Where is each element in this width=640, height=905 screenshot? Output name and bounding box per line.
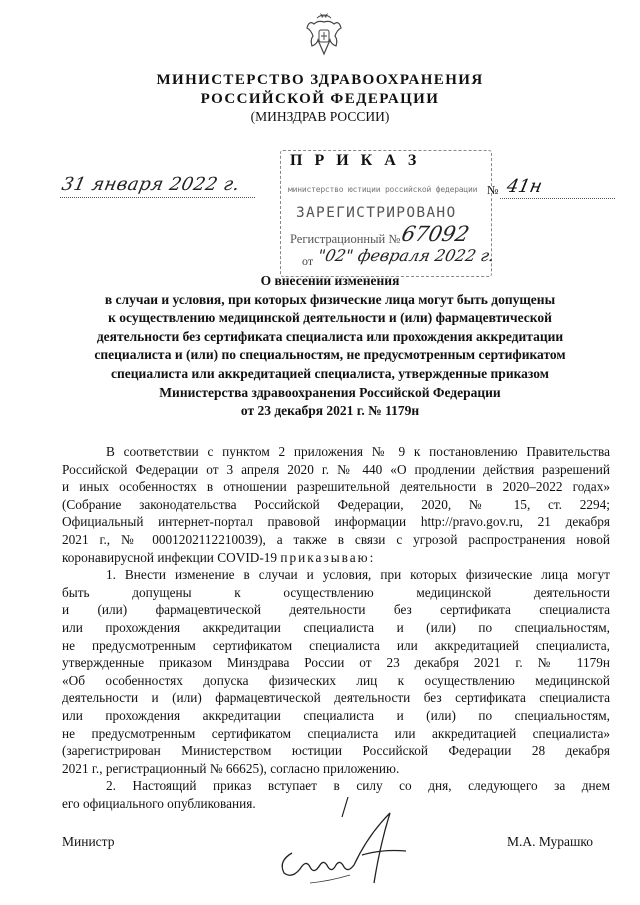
body-line: 2021 г., № 0001202112210039), а также в связи с угрозой распространения новой (62, 531, 610, 547)
stamp-date-handwritten: "02" февраля 2022 г. (315, 246, 497, 265)
ministry-name-line1: МИНИСТЕРСТВО ЗДРАВООХРАНЕНИЯ (156, 72, 484, 88)
ministry-name-line2: РОССИЙСКОЙ ФЕДЕРАЦИИ (200, 91, 440, 107)
heading-line: в случаи и условия, при которых физические лица могут быть допущены (104, 291, 556, 307)
body-line: утвержденные приказом Минздрава России от 23 декабря 2021 г. № 1179н (62, 655, 610, 671)
order-number-handwritten: 41н (504, 176, 544, 197)
order-body (62, 443, 610, 812)
body-line: Официальный интернет-портал правовой информации http://pravo.gov.ru, 21 декабря (62, 514, 610, 530)
coat-of-arms-emblem (305, 10, 343, 60)
body-line: его официального опубликования. (62, 795, 256, 811)
order-word: приказываю: (280, 549, 376, 565)
order-heading (40, 272, 620, 421)
body-line: (Собрание законодательства Российской Федерации, 2020, № 15, ст. 2294; (62, 496, 610, 512)
body-line: (зарегистрирован Министерством юстиции Российской Федерации 28 декабря (62, 743, 610, 759)
body-line: быть допущены к осуществлению медицинской деятельности (62, 584, 610, 600)
handwritten-signature (270, 795, 430, 885)
stamp-registration-label: Регистрационный № (290, 232, 401, 246)
body-line: не предусмотренным сертификатом специалиста или аккредитацией специалиста» (62, 725, 610, 741)
body-line: и иных особенностях в отношении разрешительной деятельности в 2020–2022 годах» (62, 479, 610, 495)
body-line: и (или) фармацевтической деятельности без сертификата специалиста (62, 602, 610, 618)
body-line-text: коронавирусной инфекции COVID-19 (62, 549, 278, 565)
order-date-handwritten: 31 января 2022 г. (59, 174, 242, 195)
body-line: 2. Настоящий приказ вступает в силу со дня, следующего за днем (106, 778, 610, 794)
body-line (62, 549, 610, 567)
body-line: 2021 г., регистрационный № 66625), согласно приложению. (62, 760, 400, 776)
stamp-ministry-justice-text: министерство юстиции российской федерации (288, 185, 478, 194)
heading-line: специалиста или аккредитацией специалиста, утвержденные приказом (111, 365, 549, 381)
heading-line: от 23 декабря 2021 г. № 1179н (240, 403, 420, 419)
order-title: П Р И К А З (290, 152, 421, 169)
stamp-from-label: от (302, 254, 314, 268)
order-number-sign: № (487, 183, 499, 197)
ministry-short-name: (МИНЗДРАВ РОССИИ) (250, 109, 390, 124)
heading-line: Министерства здравоохранения Российской Федерации (159, 384, 501, 400)
body-line: 1. Внести изменение в случаи и условия, при которых физические лица могут (106, 567, 610, 583)
heading-line: деятельности без сертификата специалиста или прохождения аккредитации (96, 328, 564, 344)
signer-position: Министр (62, 834, 115, 849)
stamp-registered-text: ЗАРЕГИСТРИРОВАНО (296, 205, 457, 221)
body-line: или прохождения аккредитации специалиста и (или) по специальностям, (62, 619, 610, 635)
heading-line: к осуществлению медицинской деятельности и (или) фармацевтической (108, 310, 552, 326)
body-line: Российской Федерации от 3 апреля 2020 г. № 440 «О продлении действия разрешений (62, 461, 610, 477)
body-line: или прохождения аккредитации специалиста и (или) по специальностям, (62, 707, 610, 723)
date-underline (60, 197, 255, 198)
body-line: деятельности и (или) фармацевтической деятельности без сертификата специалиста (62, 690, 610, 706)
stamp-registration-number: 67092 (399, 222, 472, 246)
heading-line: О внесении изменения (260, 273, 400, 288)
body-line: В соответствии с пунктом 2 приложения № 9 к постановлению Правительства (106, 444, 610, 459)
body-line: «Об особенностях допуска физических лиц к осуществлению медицинской (62, 672, 610, 688)
signer-name: М.А. Мурашко (507, 834, 594, 849)
heading-line: специалиста и (или) по специальностям, не предусмотренным сертификатом (94, 347, 566, 363)
body-line: не предусмотренным сертификатом специалиста или аккредитацией специалиста, (62, 637, 610, 653)
number-underline (500, 198, 615, 199)
